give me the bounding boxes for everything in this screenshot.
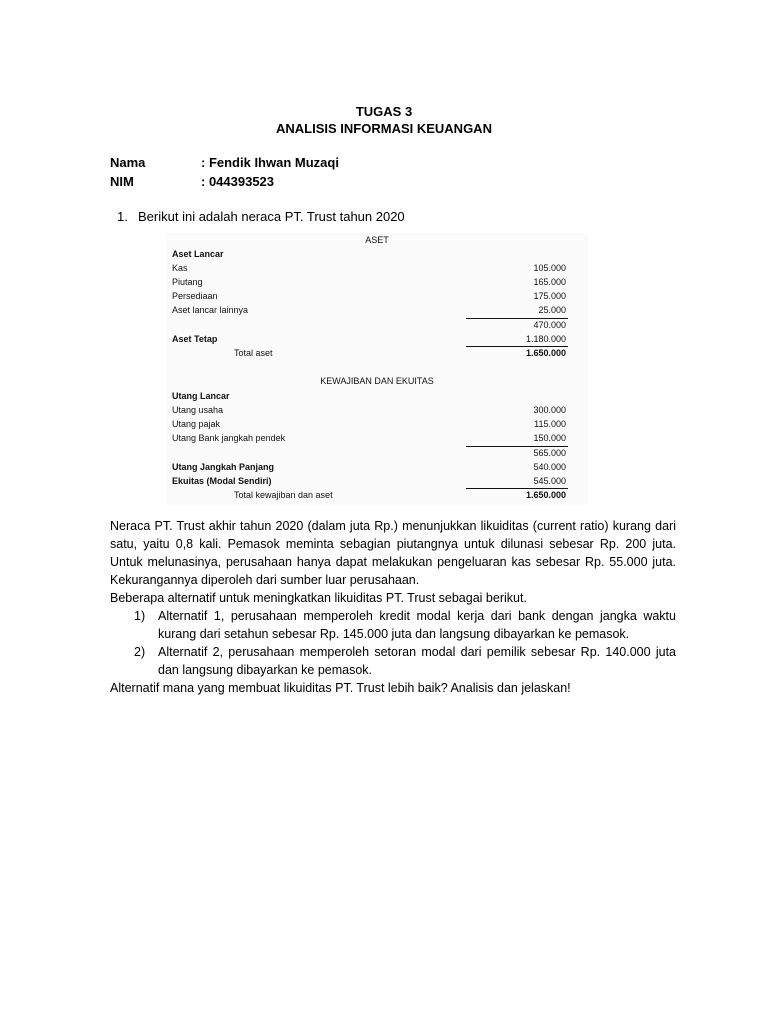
- current-liabilities-total: 565.000: [533, 448, 566, 458]
- question-1: [117, 209, 405, 224]
- nim-value: : 044393523: [201, 174, 275, 189]
- long-term-debt-label: Utang Jangkah Panjang: [172, 462, 275, 472]
- asset-row-value: 175.000: [533, 291, 566, 301]
- document-title: TUGAS 3: [355, 104, 413, 119]
- fixed-assets-label: Aset Tetap: [172, 334, 218, 344]
- liability-row-value: 115.000: [534, 419, 566, 429]
- asset-row-label: Aset lancar lainnya: [172, 305, 249, 315]
- total-assets-label: Total aset: [234, 348, 273, 358]
- asset-row-value: 105.000: [533, 263, 566, 273]
- total-assets-row: [166, 347, 588, 360]
- liability-row: [166, 418, 588, 431]
- liability-row: [166, 404, 588, 417]
- asset-row: [166, 262, 588, 275]
- equity-label: Ekuitas (Modal Sendiri): [172, 476, 272, 486]
- alternative-2-number: 2): [134, 645, 146, 659]
- total-liabilities-row: [166, 489, 588, 502]
- total-assets-value: 1.650.000: [525, 348, 566, 358]
- question-number: 1.: [117, 209, 128, 224]
- current-assets-total-row: [166, 319, 588, 332]
- asset-row: [166, 276, 588, 289]
- current-liabilities-total-row: [166, 447, 588, 460]
- equity-value: 545.000: [533, 476, 566, 486]
- total-liabilities-label: Total kewajiban dan aset: [234, 490, 333, 500]
- balance-sheet: [166, 233, 588, 505]
- asset-row-label: Persediaan: [172, 291, 218, 301]
- liability-row-value: 300.000: [533, 405, 566, 415]
- current-assets-total: 470.000: [533, 320, 566, 330]
- alternative-1-text: Alternatif 1, perusahaan memperoleh kredit modal kerja dari bank dengan jangka waktu kurang dari setahun sebesar Rp. 145.000 juta dan langsung dibayarkan ke pemasok.: [158, 609, 676, 641]
- liability-row-label: Utang usaha: [172, 405, 224, 415]
- total-liabilities-value: 1.650.000: [525, 490, 566, 500]
- question-text: Berikut ini adalah neraca PT. Trust tahun 2020: [138, 209, 405, 224]
- document-subtitle: ANALISIS INFORMASI KEUANGAN: [276, 121, 492, 136]
- asset-row: [166, 290, 588, 303]
- asset-row-label: Kas: [172, 263, 188, 273]
- fixed-assets-row: [166, 333, 588, 346]
- paragraph-alternatives-intro: Beberapa alternatif untuk meningkatkan likuiditas PT. Trust sebagai berikut.: [110, 591, 527, 605]
- current-liabilities-heading: [166, 390, 588, 403]
- name-value: : Fendik Ihwan Muzaqi: [201, 155, 339, 170]
- liability-row-label: Utang Bank jangkah pendek: [172, 433, 286, 443]
- current-liabilities-label: Utang Lancar: [172, 391, 230, 401]
- asset-header: ASET: [365, 235, 389, 245]
- liability-row-label: Utang pajak: [172, 419, 221, 429]
- current-assets-heading: [166, 248, 588, 261]
- fixed-assets-value: 1.180.000: [525, 334, 566, 344]
- nim-label: NIM: [110, 174, 134, 189]
- alternative-1-number: 1): [134, 609, 146, 623]
- equity-row: [166, 475, 588, 488]
- asset-row-value: 165.000: [533, 277, 566, 287]
- paragraph-question: Alternatif mana yang membuat likuiditas PT. Trust lebih baik? Analisis dan jelaskan!: [110, 681, 571, 695]
- asset-row-label: Piutang: [172, 277, 203, 287]
- alternative-2-text: Alternatif 2, perusahaan memperoleh setoran modal dari pemilik sebesar Rp. 140.000 juta dan langsung dibayarkan ke pemasok.: [158, 645, 676, 677]
- long-term-debt-row: [166, 461, 588, 474]
- liabilities-header: KEWAJIBAN DAN EKUITAS: [320, 376, 434, 386]
- asset-row: [166, 304, 588, 317]
- long-term-debt-value: 540.000: [533, 462, 566, 472]
- asset-row-value: 25.000: [538, 305, 566, 315]
- liability-row: [166, 432, 588, 445]
- name-label: Nama: [110, 155, 146, 170]
- paragraph-context: Neraca PT. Trust akhir tahun 2020 (dalam juta Rp.) menunjukkan likuiditas (current ratio) kurang dari satu, yaitu 0,8 kali. Pemasok meminta sebagian piutangnya untuk dilunasi sebesar Rp. 200 juta. Untuk melunasinya, perusahaan hanya dapat melakukan pengeluaran kas sebesar Rp. 55.000 juta. Kekurangannya diperoleh dari sumber luar perusahaan.: [110, 519, 676, 587]
- current-assets-label: Aset Lancar: [172, 249, 224, 259]
- liability-row-value: 150.000: [533, 433, 566, 443]
